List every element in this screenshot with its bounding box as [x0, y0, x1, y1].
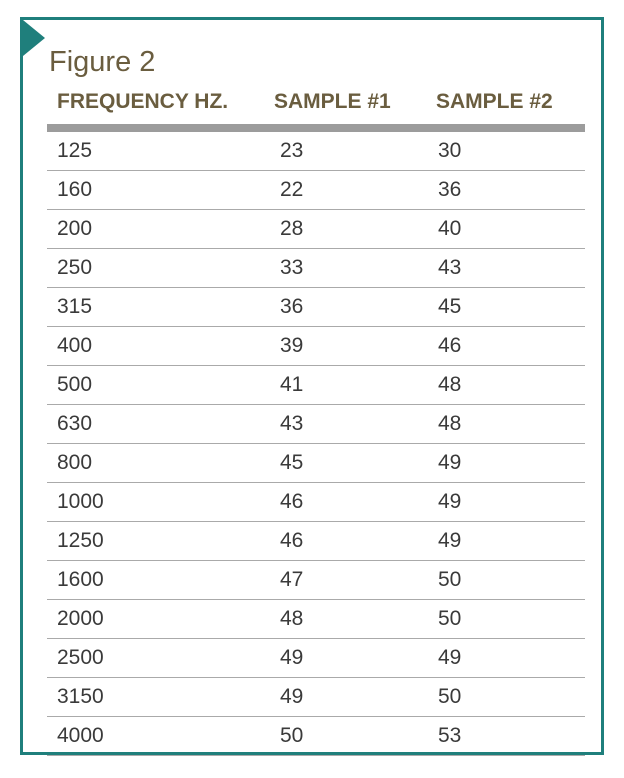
- cell-sample-2: 46: [438, 334, 462, 357]
- table-row: [47, 639, 585, 678]
- cell-frequency: 1000: [57, 490, 104, 513]
- table-row: [47, 522, 585, 561]
- cell-sample-2: 48: [438, 373, 462, 396]
- cell-sample-2: 49: [438, 646, 462, 669]
- cell-sample-2: 43: [438, 256, 462, 279]
- cell-sample-2: 49: [438, 451, 462, 474]
- cell-sample-1: 33: [280, 256, 304, 279]
- table-row: [47, 600, 585, 639]
- cell-sample-1: 28: [280, 217, 304, 240]
- cell-frequency: 500: [57, 373, 93, 396]
- cell-frequency: 2500: [57, 646, 104, 669]
- cell-sample-2: 49: [438, 490, 462, 513]
- cell-sample-1: 49: [280, 646, 304, 669]
- cell-frequency: 160: [57, 178, 93, 201]
- table-row: [47, 249, 585, 288]
- cell-sample-1: 39: [280, 334, 304, 357]
- cell-sample-1: 46: [280, 490, 304, 513]
- cell-frequency: 400: [57, 334, 93, 357]
- table-row: [47, 678, 585, 717]
- cell-sample-2: 36: [438, 178, 462, 201]
- table-body: [47, 132, 585, 756]
- cell-frequency: 4000: [57, 724, 104, 747]
- table-row: [47, 561, 585, 600]
- cell-sample-2: 45: [438, 295, 462, 318]
- table-header-row: [47, 84, 585, 132]
- table-row: [47, 366, 585, 405]
- cell-sample-1: 46: [280, 529, 304, 552]
- table-row: [47, 288, 585, 327]
- cell-sample-1: 43: [280, 412, 304, 435]
- cell-sample-1: 36: [280, 295, 304, 318]
- cell-sample-1: 48: [280, 607, 304, 630]
- cell-sample-1: 23: [280, 139, 304, 162]
- column-header-frequency: FREQUENCY HZ.: [57, 90, 229, 113]
- table-row: [47, 210, 585, 249]
- table-row: [47, 327, 585, 366]
- cell-frequency: 1600: [57, 568, 104, 591]
- cell-frequency: 630: [57, 412, 93, 435]
- cell-frequency: 2000: [57, 607, 104, 630]
- cell-sample-1: 41: [280, 373, 304, 396]
- cell-sample-2: 48: [438, 412, 462, 435]
- column-header-sample-2: SAMPLE #2: [436, 90, 553, 113]
- cell-sample-2: 53: [438, 724, 462, 747]
- cell-sample-2: 30: [438, 139, 462, 162]
- column-header-sample-1: SAMPLE #1: [274, 90, 391, 113]
- triangle-marker-icon: [23, 20, 45, 56]
- cell-sample-1: 50: [280, 724, 304, 747]
- table-row: [47, 171, 585, 210]
- cell-sample-2: 49: [438, 529, 462, 552]
- cell-frequency: 800: [57, 451, 93, 474]
- figure-title: Figure 2: [49, 46, 156, 78]
- cell-sample-1: 47: [280, 568, 304, 591]
- cell-frequency: 1250: [57, 529, 104, 552]
- cell-sample-1: 45: [280, 451, 304, 474]
- cell-sample-2: 50: [438, 607, 462, 630]
- cell-sample-1: 49: [280, 685, 304, 708]
- data-table: [47, 84, 585, 756]
- figure-frame: [20, 17, 604, 755]
- table-row: [47, 132, 585, 171]
- table-row: [47, 483, 585, 522]
- cell-frequency: 125: [57, 139, 93, 162]
- cell-sample-2: 50: [438, 568, 462, 591]
- cell-frequency: 3150: [57, 685, 104, 708]
- cell-frequency: 250: [57, 256, 93, 279]
- table-row: [47, 717, 585, 756]
- cell-sample-1: 22: [280, 178, 304, 201]
- cell-sample-2: 50: [438, 685, 462, 708]
- cell-frequency: 315: [57, 295, 93, 318]
- cell-frequency: 200: [57, 217, 93, 240]
- table-row: [47, 405, 585, 444]
- table-row: [47, 444, 585, 483]
- cell-sample-2: 40: [438, 217, 462, 240]
